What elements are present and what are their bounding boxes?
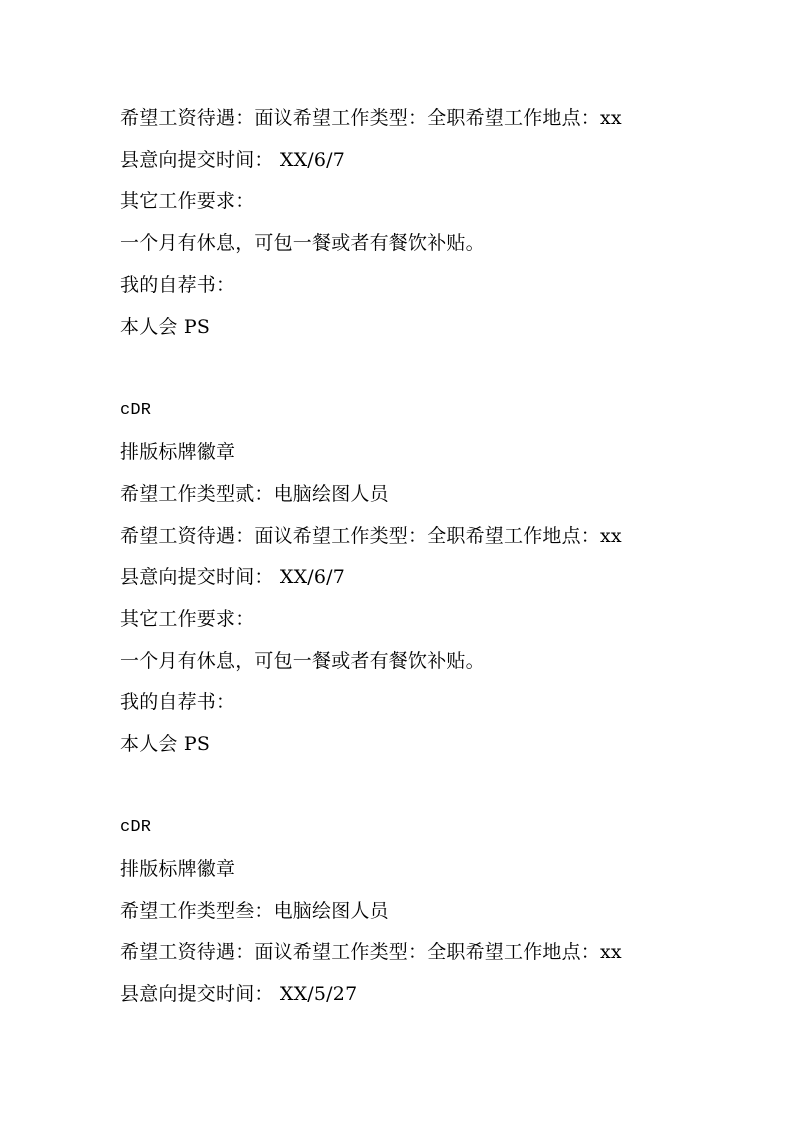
submit-time-line-2: 县意向提交时间： XX/6/7: [120, 566, 346, 588]
skills-line-2: 本人会 PS: [120, 733, 211, 755]
skills-cdr-2: cDR: [120, 818, 152, 837]
other-requirements-label-2: 其它工作要求：: [120, 608, 255, 630]
submit-time-line-3: 县意向提交时间： XX/5/27: [120, 983, 358, 1005]
skills-line-1: 本人会 PS: [120, 316, 211, 338]
skills-layout-2: 排版标牌徽章: [120, 858, 236, 880]
salary-line-2: 希望工资待遇：面议希望工作类型：全职希望工作地点：xx: [120, 525, 622, 547]
salary-line-3: 希望工资待遇：面议希望工作类型：全职希望工作地点：xx: [120, 941, 622, 963]
self-recommendation-label-2: 我的自荐书：: [120, 691, 236, 713]
skills-cdr-1: cDR: [120, 401, 152, 420]
other-requirements-text-1: 一个月有休息，可包一餐或者有餐饮补贴。: [120, 232, 485, 254]
other-requirements-text-2: 一个月有休息，可包一餐或者有餐饮补贴。: [120, 650, 485, 672]
job-type-3-line: 希望工作类型叁：电脑绘图人员: [120, 900, 389, 922]
salary-line-1: 希望工资待遇：面议希望工作类型：全职希望工作地点：xx: [120, 107, 622, 129]
other-requirements-label-1: 其它工作要求：: [120, 190, 255, 212]
skills-layout-1: 排版标牌徽章: [120, 441, 236, 463]
submit-time-line-1: 县意向提交时间： XX/6/7: [120, 149, 346, 171]
self-recommendation-label-1: 我的自荐书：: [120, 274, 236, 296]
job-type-2-line: 希望工作类型贰：电脑绘图人员: [120, 483, 389, 505]
